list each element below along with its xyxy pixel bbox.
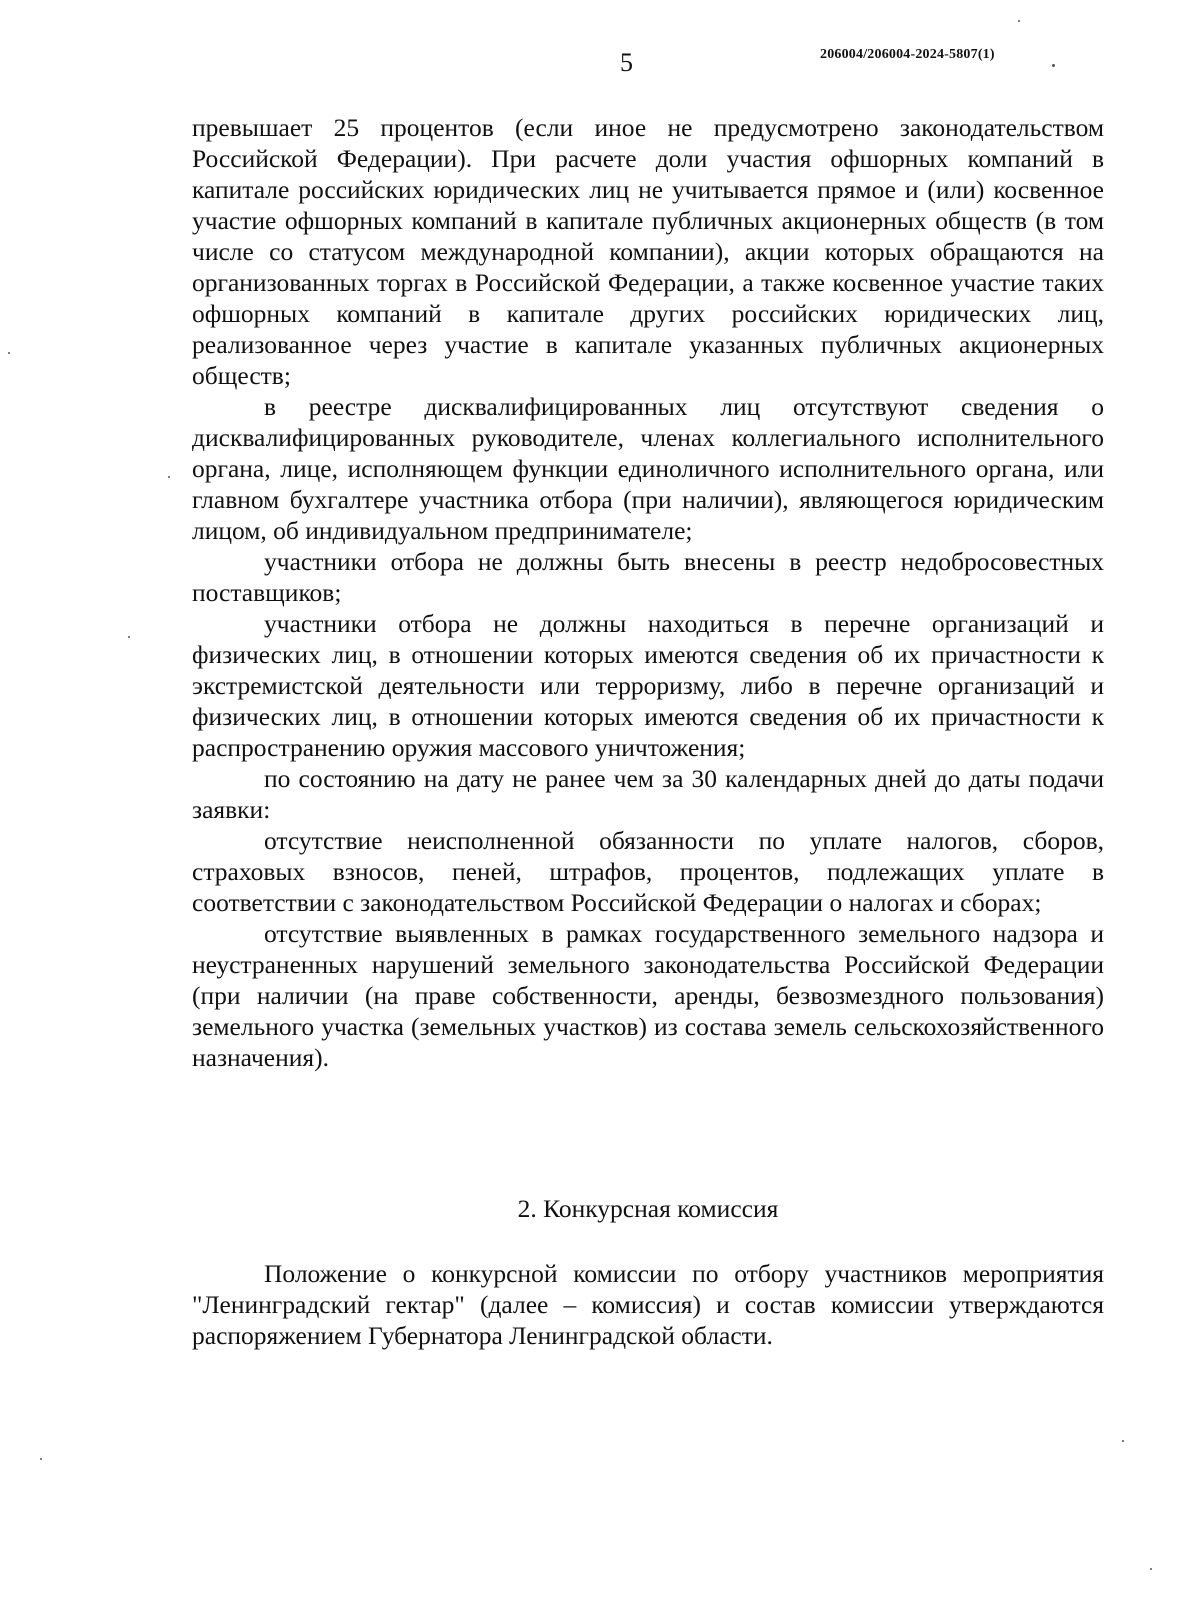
page-number: 5 [620,48,633,77]
body-text [192,112,1104,1073]
paragraph-offshore-share: превышает 25 процентов (если иное не предусмотрено законодательством Российской Федерации). При расчете доли участия офшорных компаний в капитале российских юридических лиц не учитывается прямое и (или) косвенное участие офшорных компаний в капитале публичных акционерных обществ (в том числе со статусом международной компании), акции которых обращаются на организованных торгах в Российской Федерации, а также косвенное участие таких офшорных компаний в капитале других российских юридических лиц, реализованное через участие в капитале указанных публичных акционерных обществ; [192,113,1104,390]
section-body [192,1258,1104,1351]
paragraph-disqualified-persons: в реестре дисквалифицированных лиц отсутствуют сведения о дисквалифицированных руководителе, членах коллегиального исполнительного органа, лице, исполняющем функции единоличного исполнительного органа, или главном бухгалтере участника отбора (при наличии), являющегося юридическим лицом, об индивидуальном предпринимателе; [192,392,1104,545]
scan-speck [8,352,10,354]
paragraph-tax-obligations: отсутствие неисполненной обязанности по уплате налогов, сборов, страховых взносов, пеней, штрафов, процентов, подлежащих уплате в соответствии с законодательством Российской Федерации о налогах и сборах; [192,826,1104,917]
scan-speck [168,476,170,478]
document-id: 206004/206004-2024-5807(1) [820,47,995,62]
section-heading: 2. Конкурсная комиссия [517,1194,779,1223]
scan-speck [128,636,130,638]
paragraph-commission: Положение о конкурсной комиссии по отбору участников мероприятия "Ленинградский гектар" (далее – комиссия) и состав комиссии утверждаются распоряжением Губернатора Ленинградской области. [192,1259,1104,1350]
scan-speck [1122,1440,1124,1442]
paragraph-extremism-list: участники отбора не должны находиться в перечне организаций и физических лиц, в отношении которых имеются сведения об их причастности к экстремистской деятельности или терроризму, либо в перечне организаций и физических лиц, в отношении которых имеются сведения об их причастности к распространению оружия массового уничтожения; [192,609,1104,762]
paragraph-application-date: по состоянию на дату не ранее чем за 30 календарных дней до даты подачи заявки: [192,764,1104,824]
scan-speck [40,1458,42,1460]
paragraph-land-violations: отсутствие выявленных в рамках государственного земельного надзора и неустраненных нарушений земельного законодательства Российской Федерации (при наличии (на праве собственности, аренды, безвозмездного пользования) земельного участка (земельных участков) из состава земель сельскохозяйственного назначения). [192,919,1104,1072]
scan-speck [1052,64,1055,67]
scan-speck [1150,1568,1152,1570]
scan-speck [1018,20,1020,22]
paragraph-unfair-suppliers: участники отбора не должны быть внесены в реестр недобросовестных поставщиков; [192,547,1104,607]
